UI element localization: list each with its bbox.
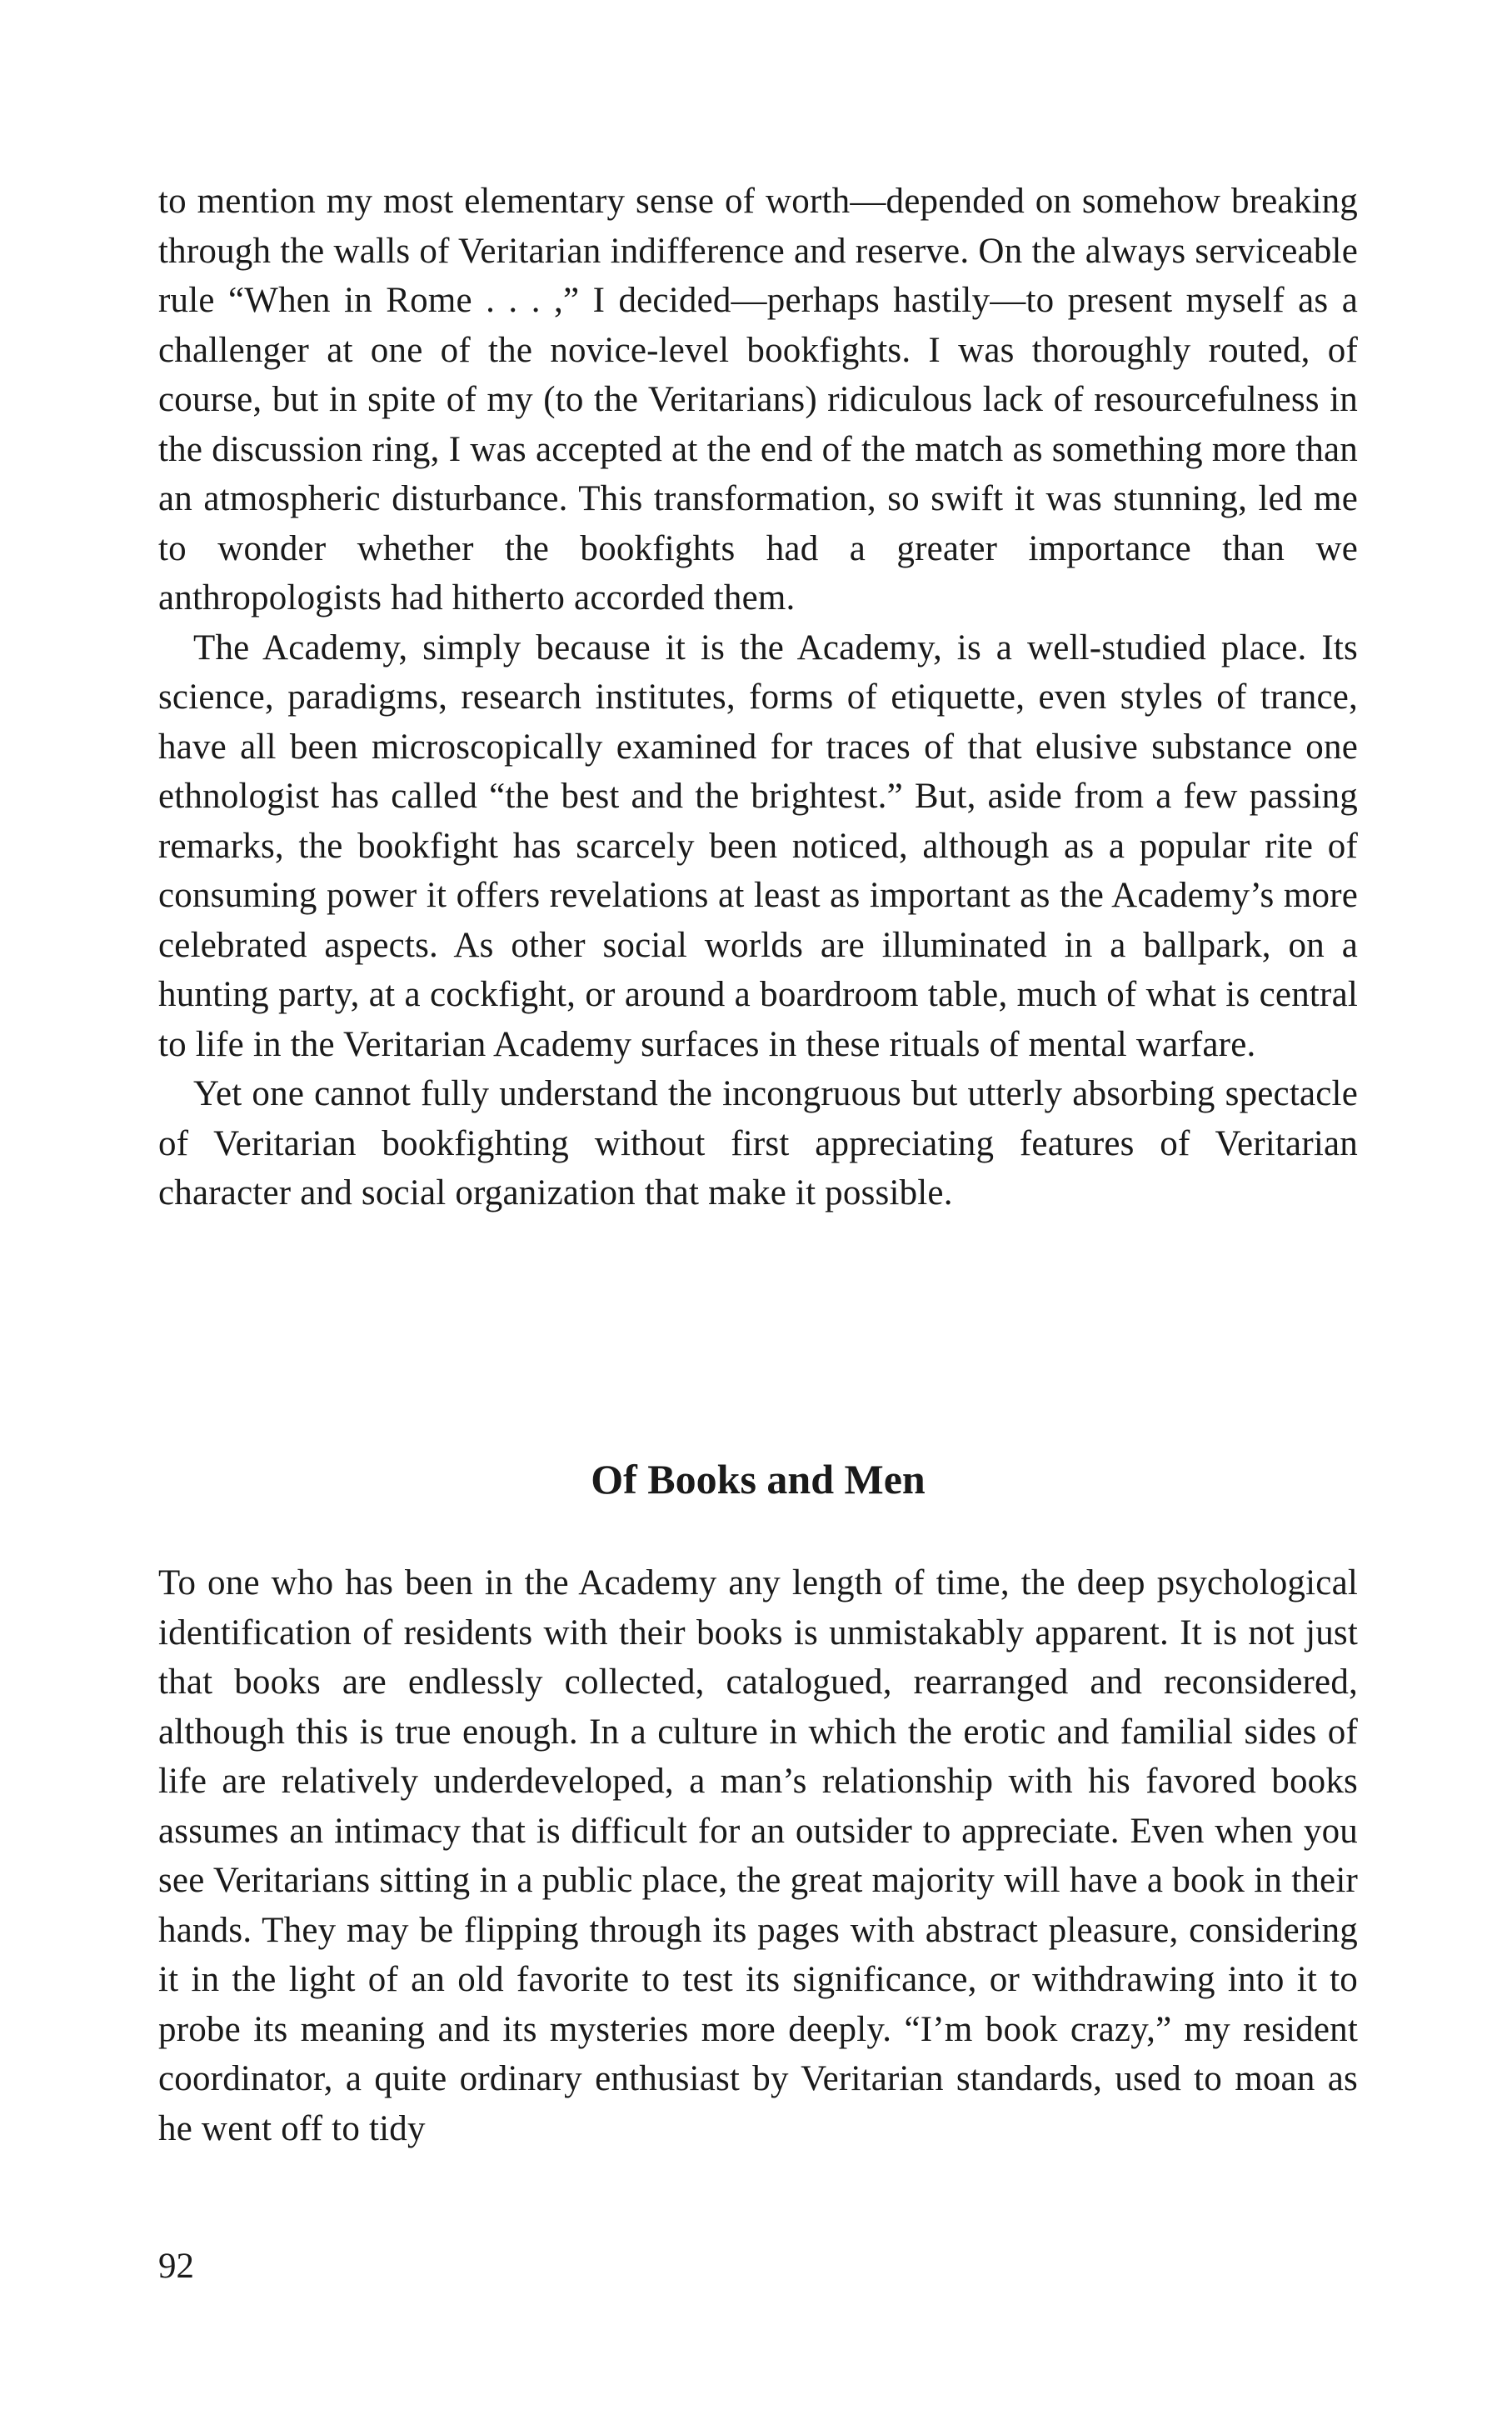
section-heading: Of Books and Men — [591, 1456, 926, 1502]
paragraph-academy: The Academy, simply because it is the Academy, is a well-studied place. Its science, paradigms, research institutes, forms of etiquette, even styles of trance, have all been microscopically examined for traces of that elusive substance one ethnologist has called “the best and the brightest.” But, aside from a few passing remarks, the bookfight has scarcely been noticed, although as a popular rite of consuming power it offers revelations at least as important as the Academy’s more celebrated aspects. As other social worlds are illuminated in a ballpark, on a hunting party, at a cockfight, or around a boardroom table, much of what is central to life in the Veritarian Academy surfaces in these rituals of mental warfare. — [158, 628, 1358, 1064]
opening-text-block — [158, 177, 1358, 1218]
paragraph-books-and-men: To one who has been in the Academy any length of time, the deep psychological identification of residents with their books is unmistakably apparent. It is not just that books are endlessly collected, catalogued, rearranged and reconsidered, although this is true enough. In a culture in which the erotic and familial sides of life are relatively underdeveloped, a man’s relationship with his favored books assumes an intimacy that is difficult for an outsider to appreciate. Even when you see Veritarians sitting in a public place, the great majority will have a book in their hands. They may be flipping through its pages with abstract pleasure, considering it in the light of an old favorite to test its significance, or withdrawing into it to probe its meaning and its mysteries more deeply. “I’m book crazy,” my resident coordinator, a quite ordinary enthusiast by Veritarian standards, used to moan as he went off to tidy — [158, 1563, 1358, 2148]
page-number: 92 — [158, 2247, 194, 2286]
paragraph-continuation: to mention my most elementary sense of worth—depended on somehow breaking through the walls of Veritarian indifference and reserve. On the always serviceable rule “When in Rome . . . ,” I decided—perhaps hastily—to present myself as a challenger at one of the novice-level bookfights. I was thoroughly routed, of course, but in spite of my (to the Veritarians) ridiculous lack of resourcefulness in the discussion ring, I was accepted at the end of the match as something more than an atmospheric disturbance. This transformation, so swift it was stunning, led me to wonder whether the bookfights had a greater importance than we anthropologists had hitherto accorded them. — [158, 182, 1358, 618]
paragraph-yet-one-cannot: Yet one cannot fully understand the incongruous but utterly absorbing spectacle of Veritarian bookfighting without first appreciating features of Veritarian character and social organization that make it possible. — [158, 1074, 1358, 1212]
section-text-block — [158, 1558, 1358, 2153]
